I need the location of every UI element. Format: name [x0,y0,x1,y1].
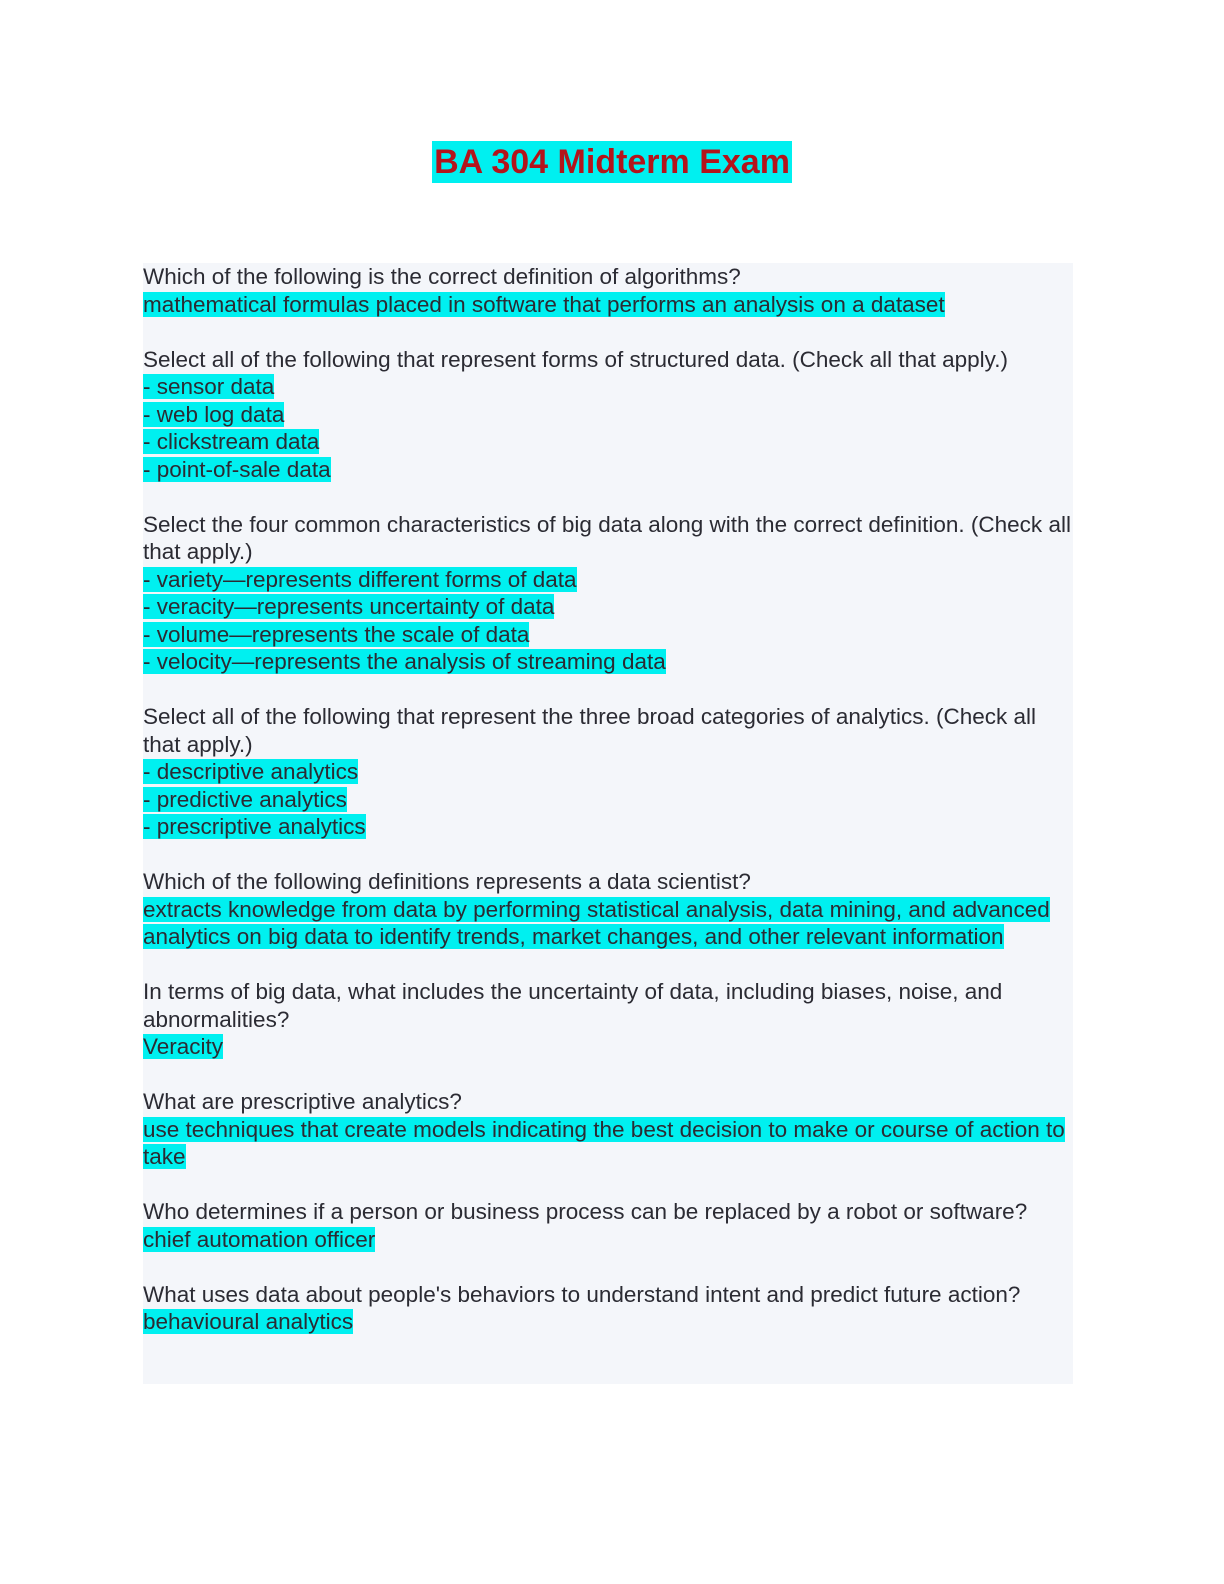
answer-text: Veracity [143,1034,224,1059]
answer-text: mathematical formulas placed in software that performs an analysis on a dataset [143,291,945,317]
question-text: Which of the following is the correct definition of algorithms? [143,264,741,289]
answer-block [143,566,1073,676]
question-text: Select all of the following that represent forms of structured data. (Check all that apply.) [143,346,1009,372]
answer-text: extracts knowledge from data by performing statistical analysis, data mining, and advanced analytics on big data to identify trends, market changes, and other relevant information [143,896,1050,949]
question-text: Which of the following definitions represents a data scientist? [143,869,751,894]
qa-item-6 [143,978,1073,1061]
qa-item-5 [143,868,1073,951]
qa-item-7 [143,1088,1073,1171]
qa-item-9 [143,1281,1073,1336]
question-text: What are prescriptive analytics? [143,1089,462,1114]
answer-text: chief automation officer [143,1226,376,1252]
answer-text: use techniques that create models indicating the best decision to make or course of action to take [143,1116,1065,1169]
qa-item-1 [143,263,1073,318]
question-text: Select the four common characteristics of big data along with the correct definition. (Check all that apply.) [143,511,1071,564]
answer-block [143,758,1073,841]
answer-text: - point-of-sale data [143,456,331,482]
answer-text: - prescriptive analytics [143,814,366,839]
answer-block [143,1308,1073,1336]
qa-item-2 [143,346,1073,484]
answer-block [143,373,1073,483]
answer-text: - sensor data [143,374,275,399]
answer-text: - web log data [143,401,285,427]
page-title: BA 304 Midterm Exam [434,143,790,181]
question-text: What uses data about people's behaviors to understand intent and predict future action? [143,1281,1021,1307]
answer-block [143,896,1073,951]
answer-block [143,1116,1073,1171]
answer-text: behavioural analytics [143,1309,354,1334]
answer-text: - velocity—represents the analysis of streaming data [143,649,666,674]
title-wrapper [0,141,1224,183]
answer-text: - variety—represents different forms of data [143,566,577,592]
answer-text: - volume—represents the scale of data [143,621,530,647]
answer-text: - predictive analytics [143,786,347,812]
answer-block [143,1033,1073,1061]
question-text: Who determines if a person or business process can be replaced by a robot or software? [143,1199,1028,1224]
qa-item-4 [143,703,1073,841]
answer-block [143,291,1073,319]
qa-content [143,263,1073,1384]
answer-text: - veracity—represents uncertainty of data [143,594,555,619]
answer-text: - clickstream data [143,429,320,454]
question-text: Select all of the following that represent the three broad categories of analytics. (Check all that apply.) [143,704,1036,757]
qa-item-3 [143,511,1073,676]
question-text: In terms of big data, what includes the uncertainty of data, including biases, noise, and abnormalities? [143,979,1003,1032]
answer-block [143,1226,1073,1254]
answer-text: - descriptive analytics [143,759,359,784]
qa-item-8 [143,1198,1073,1253]
